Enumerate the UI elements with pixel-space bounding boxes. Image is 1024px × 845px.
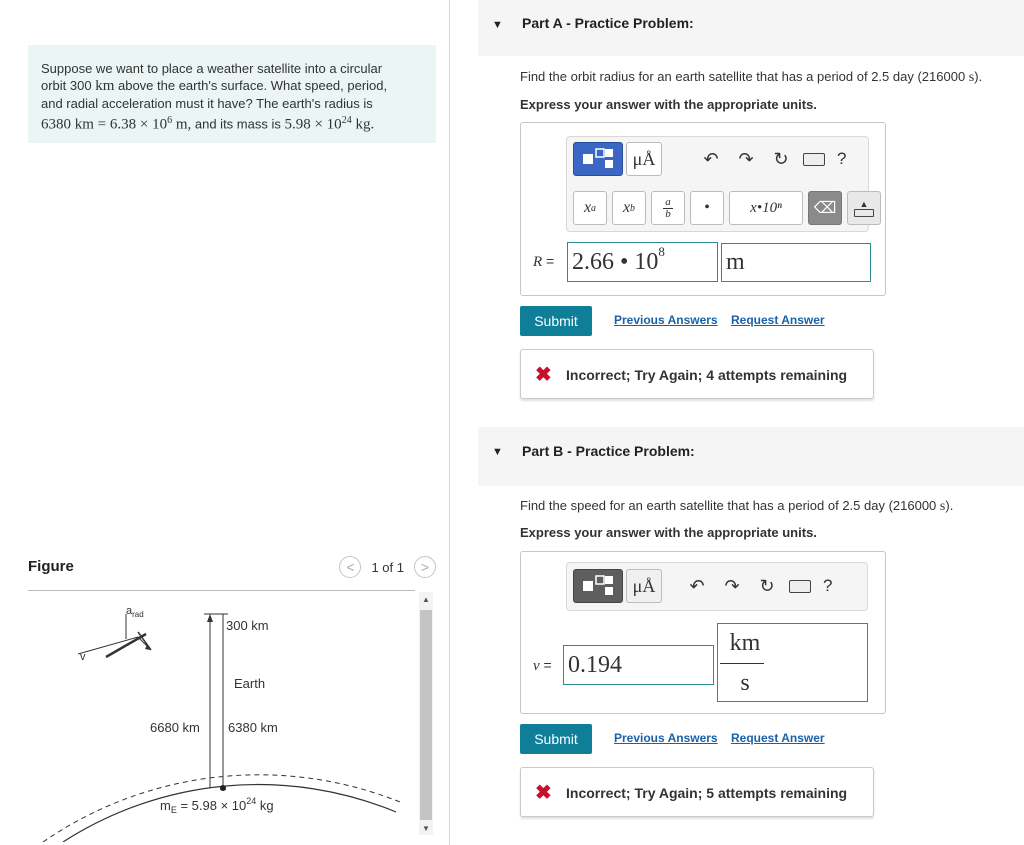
figure-header <box>28 556 436 580</box>
scroll-down-arrow-icon[interactable]: ▼ <box>422 824 430 833</box>
part-b-feedback-text: Incorrect; Try Again; 5 attempts remaining <box>566 785 848 801</box>
unit-denominator: s <box>740 670 750 696</box>
sup-exp: a <box>591 202 597 214</box>
undo-icon[interactable]: ↶ <box>703 148 719 169</box>
templates-icon <box>581 148 615 170</box>
problem-text: orbit 300 <box>41 78 96 93</box>
mass-unit: kg <box>256 798 274 813</box>
part-a-toolbar <box>566 136 869 232</box>
problem-math: kg. <box>351 116 375 133</box>
earth-center-dot <box>220 785 226 791</box>
earth-surface <box>63 785 396 842</box>
figure-viewport <box>28 592 416 842</box>
svg-text:arad <box>126 605 144 619</box>
part-b-hint: Express your answer with the appropriate units. <box>520 525 817 540</box>
problem-text: above the earth's surface. What speed, period, <box>114 78 388 93</box>
problem-unit: km <box>95 78 115 94</box>
orbit-radius-label: 6680 km <box>150 720 200 735</box>
fraction-button[interactable] <box>651 191 685 225</box>
superscript-button[interactable] <box>573 191 607 225</box>
backspace-icon[interactable]: ⌫ <box>808 191 842 225</box>
scroll-thumb[interactable] <box>420 610 432 820</box>
question-text: Find the orbit radius for an earth satellite that has a period of 2.5 day (216000 <box>520 69 969 84</box>
unit-fraction-bar <box>720 663 764 664</box>
sub-base: x <box>622 199 631 216</box>
orbit-arrowhead <box>207 614 213 622</box>
templates-button[interactable] <box>573 142 623 176</box>
figure-scrollbar[interactable] <box>419 592 433 835</box>
units-button[interactable]: μÅ <box>626 569 662 603</box>
problem-line-3: and radial acceleration must it have? The earth's radius is <box>41 96 373 111</box>
templates-button[interactable] <box>573 569 623 603</box>
sub-index: b <box>630 202 636 214</box>
problem-math-exp: 24 <box>341 115 352 126</box>
value-exponent: 8 <box>658 244 665 259</box>
left-panel <box>0 0 450 845</box>
part-a-hint: Express your answer with the appropriate units. <box>520 97 817 112</box>
answer-unit-input[interactable] <box>717 623 868 702</box>
figure-divider <box>28 590 415 591</box>
part-b-feedback <box>520 767 874 817</box>
part-a-request-answer-link[interactable]: Request Answer <box>731 313 825 327</box>
velocity-label: v <box>80 651 86 663</box>
problem-line-4 <box>41 112 424 133</box>
part-a-answer-box <box>520 122 886 296</box>
mass-label: m <box>160 798 171 813</box>
question-text: ). <box>974 69 983 84</box>
problem-line-2 <box>41 77 424 95</box>
problem-line-1: Suppose we want to place a weather satellite into a circular <box>41 61 383 76</box>
part-b-title: Part B - Practice Problem: <box>522 443 695 459</box>
part-b-submit-button[interactable]: Submit <box>520 724 592 754</box>
keyboard-icon[interactable] <box>789 580 811 593</box>
part-b-question <box>520 498 953 515</box>
scientific-notation-button[interactable]: x•10ⁿ <box>729 191 803 225</box>
equals-sign: = <box>542 253 555 269</box>
value-base: 2.66 • 10 <box>572 248 659 275</box>
help-icon[interactable]: ? <box>837 149 847 168</box>
toolbar-row-1 <box>573 142 846 176</box>
answer-value-input[interactable] <box>567 242 718 282</box>
equals-sign: = <box>539 657 552 673</box>
altitude-label: 300 km <box>226 618 269 633</box>
part-a-feedback-text: Incorrect; Try Again; 4 attempts remaining <box>566 367 848 383</box>
collapse-triangle-icon[interactable]: ▼ <box>492 446 503 458</box>
redo-icon[interactable]: ↷ <box>724 575 740 596</box>
templates-icon <box>581 575 615 597</box>
velocity-vector <box>78 637 138 654</box>
part-a-submit-button[interactable]: Submit <box>520 306 592 336</box>
collapse-triangle-icon[interactable]: ▼ <box>492 19 503 31</box>
toolbar-row-2 <box>573 191 886 225</box>
part-a-previous-answers-link[interactable]: Previous Answers <box>614 313 718 327</box>
mass-value: = 5.98 × 10 <box>176 798 247 813</box>
unit-numerator: km <box>729 630 761 656</box>
error-x-icon: ✖ <box>535 364 552 386</box>
part-a-title: Part A - Practice Problem: <box>522 15 694 31</box>
question-unit: s <box>939 499 946 514</box>
var-symbol: R <box>533 254 543 270</box>
mass-exp: 24 <box>246 796 257 806</box>
undo-icon[interactable]: ↶ <box>689 575 705 596</box>
subscript-button[interactable] <box>612 191 646 225</box>
caret-up-icon: ▲ <box>859 199 869 209</box>
problem-math-exp: 6 <box>167 115 173 126</box>
var-symbol: v <box>533 658 540 674</box>
next-figure-button[interactable]: > <box>414 556 436 578</box>
units-button[interactable]: μÅ <box>626 142 662 176</box>
earth-radius-label: 6380 km <box>228 720 278 735</box>
question-text: Find the speed for an earth satellite that has a period of 2.5 day (216000 <box>520 498 940 513</box>
arad-label: a <box>126 605 133 617</box>
problem-text: and its mass is <box>191 116 285 132</box>
question-text: ). <box>945 498 954 513</box>
problem-statement <box>28 45 436 143</box>
sup-base: x <box>583 199 592 216</box>
help-icon[interactable]: ? <box>823 576 833 595</box>
figure-counter: 1 of 1 <box>371 559 404 575</box>
part-b-toolbar <box>566 562 868 611</box>
frac-num: a <box>665 195 671 208</box>
error-x-icon: ✖ <box>535 782 552 804</box>
orbit-diagram <box>28 592 416 842</box>
part-b-request-answer-link[interactable]: Request Answer <box>731 731 825 745</box>
keyboard-toggle-button[interactable] <box>847 191 881 225</box>
mass-sub: E <box>170 805 177 815</box>
part-a-header[interactable] <box>478 0 1024 56</box>
arad-sub: rad <box>132 610 144 619</box>
problem-math: m, <box>172 116 192 133</box>
var-r-label <box>533 253 554 271</box>
part-b-answer-box <box>520 551 886 714</box>
keyboard-icon[interactable] <box>803 153 825 166</box>
previous-figure-button[interactable]: < <box>339 556 361 578</box>
problem-math: 6380 km = 6.38 × 10 <box>41 116 168 133</box>
scroll-up-arrow-icon[interactable]: ▲ <box>422 595 430 604</box>
figure-title: Figure <box>28 558 74 575</box>
reset-icon[interactable]: ↻ <box>759 575 775 596</box>
answer-value-input[interactable]: 0.194 <box>563 645 714 685</box>
earth-label: Earth <box>234 676 266 691</box>
figure-nav <box>339 556 436 578</box>
keyboard-icon <box>854 209 874 217</box>
answer-unit-input[interactable]: m <box>721 243 871 282</box>
problem-math: 5.98 × 10 <box>284 116 342 133</box>
part-a-question <box>520 69 982 86</box>
reset-icon[interactable]: ↻ <box>773 148 789 169</box>
part-b-header[interactable] <box>478 427 1024 486</box>
frac-den: b <box>665 207 671 220</box>
var-v-label <box>533 657 552 675</box>
part-a-feedback <box>520 349 874 399</box>
svg-text:mE = 5.98 × 1024 kg <box>160 796 274 815</box>
question-unit: s <box>968 70 975 85</box>
multiply-dot-button[interactable]: • <box>690 191 724 225</box>
part-b-previous-answers-link[interactable]: Previous Answers <box>614 731 718 745</box>
redo-icon[interactable]: ↷ <box>738 148 754 169</box>
toolbar-row <box>573 569 832 603</box>
